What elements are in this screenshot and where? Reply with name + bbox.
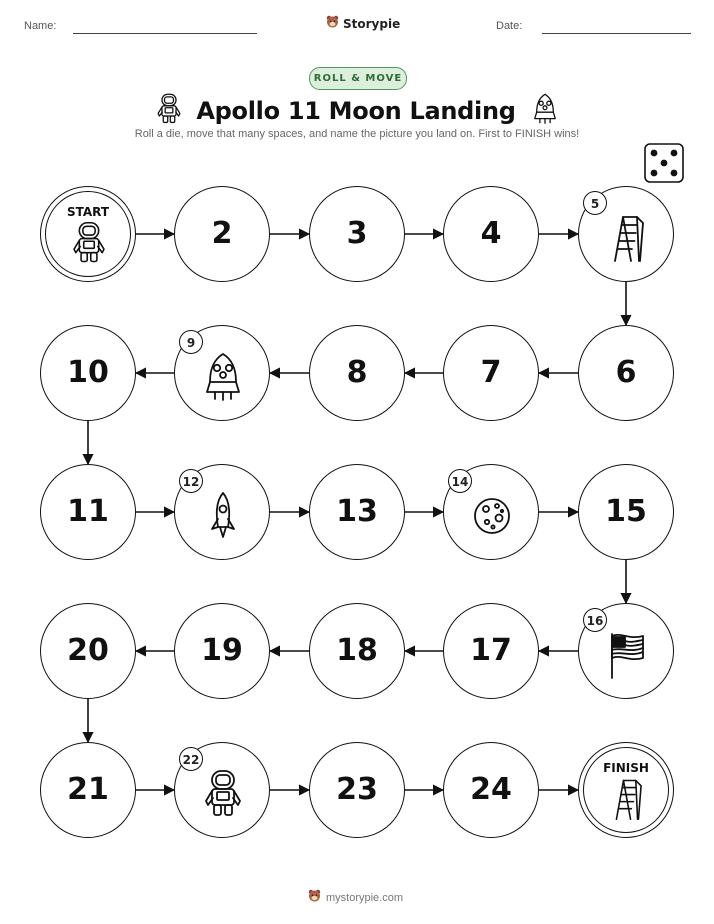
space-number: 3	[346, 216, 368, 251]
board-space	[40, 742, 136, 838]
board-space	[174, 742, 270, 838]
space-number: 10	[67, 355, 109, 390]
space-number-badge: 12	[179, 469, 203, 493]
instructions: Roll a die, move that many spaces, and name the picture you land on. First to FINISH wins!	[134, 128, 580, 140]
space-number-badge: 16	[583, 608, 607, 632]
board-space	[578, 325, 674, 421]
board-space	[309, 186, 405, 282]
board-space	[443, 742, 539, 838]
board-space	[174, 603, 270, 699]
title-text: Apollo 11 Moon Landing	[196, 97, 516, 125]
space-number-badge: 14	[448, 469, 472, 493]
board-space	[309, 603, 405, 699]
space-number: 2	[211, 216, 233, 251]
space-capsule-icon	[203, 352, 243, 402]
ladder-icon	[607, 777, 647, 821]
board-space	[578, 464, 674, 560]
astronaut-icon	[203, 769, 243, 819]
finish-space	[578, 742, 674, 838]
space-number: 21	[67, 772, 109, 807]
moon-icon	[472, 491, 512, 541]
board-space	[174, 186, 270, 282]
space-number-badge: 5	[583, 191, 607, 215]
board-space	[443, 186, 539, 282]
space-number: 6	[615, 355, 637, 390]
space-number: 24	[470, 772, 512, 807]
board-space	[578, 603, 674, 699]
space-number-badge: 22	[179, 747, 203, 771]
space-number: 23	[336, 772, 378, 807]
board-space	[40, 325, 136, 421]
space-number-badge: 9	[179, 330, 203, 354]
space-number: 17	[470, 633, 512, 668]
start-label: START	[66, 205, 110, 219]
footer-url[interactable]: mystorypie.com	[326, 891, 404, 904]
board-space	[40, 464, 136, 560]
space-number: 4	[480, 216, 502, 251]
start-space	[40, 186, 136, 282]
american-flag-icon	[607, 630, 647, 680]
name-label: Name:	[24, 20, 57, 32]
board-space	[40, 603, 136, 699]
space-number: 15	[605, 494, 647, 529]
board-space	[174, 464, 270, 560]
rocket-icon	[203, 491, 243, 541]
astronaut-icon	[69, 221, 109, 265]
board-space	[443, 325, 539, 421]
board-space	[174, 325, 270, 421]
space-number: 13	[336, 494, 378, 529]
space-number: 19	[201, 633, 243, 668]
footer	[308, 888, 403, 907]
space-number: 7	[480, 355, 502, 390]
space-number: 11	[67, 494, 109, 529]
bear-mascot-icon	[308, 888, 321, 907]
board-space	[578, 186, 674, 282]
board-space	[309, 464, 405, 560]
space-number: 8	[346, 355, 368, 390]
board-space	[309, 742, 405, 838]
activity-tag: ROLL & MOVE	[309, 67, 407, 90]
ladder-icon	[607, 213, 647, 263]
board-space	[309, 325, 405, 421]
finish-label: FINISH	[603, 761, 649, 775]
board-space	[443, 603, 539, 699]
space-number: 20	[67, 633, 109, 668]
date-label: Date:	[496, 20, 523, 32]
brand-name: Storypie	[343, 16, 401, 31]
board-space	[443, 464, 539, 560]
space-number: 18	[336, 633, 378, 668]
